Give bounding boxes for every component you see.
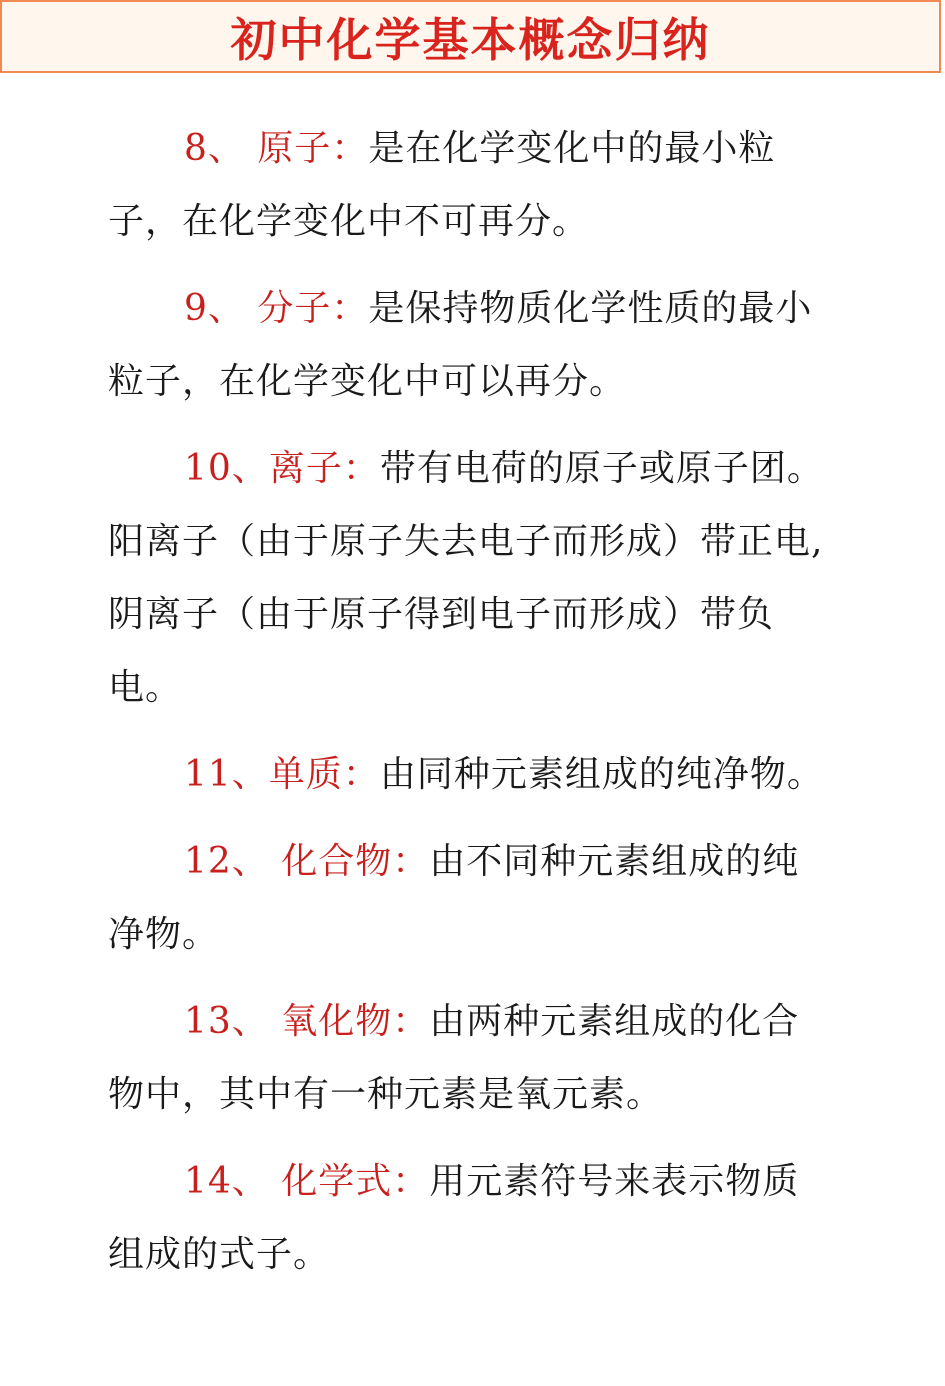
entry-number: 12、	[184, 841, 269, 882]
entry-definition: 由不同种元素组成的纯净物。	[108, 841, 800, 955]
entry-term: 分子：	[244, 288, 369, 329]
entry-definition: 是保持物质化学性质的最小粒子，在化学变化中可以再分。	[108, 288, 813, 402]
concept-entry-atom	[108, 112, 828, 258]
entry-term: 化学式：	[268, 1161, 430, 1202]
entry-number: 11、	[184, 754, 269, 795]
concept-entry-chemical-formula	[108, 1145, 828, 1291]
entry-definition: 带有电荷的原子或原子团。阳离子（由于原子失去电子而形成）带正电,阴离子（由于原子得到电子而形成）带负电。	[108, 448, 824, 708]
concept-entry-ion	[108, 432, 828, 724]
concept-entry-oxide	[108, 985, 828, 1131]
concept-entry-compound	[108, 825, 828, 971]
entry-term: 化合物：	[268, 841, 430, 882]
entry-number: 10、	[184, 448, 269, 489]
title-banner	[0, 0, 941, 73]
entry-number: 8、	[184, 128, 245, 169]
entry-number: 13、	[184, 1001, 269, 1042]
entry-definition: 是在化学变化中的最小粒子，在化学变化中不可再分。	[108, 128, 776, 242]
entry-term: 氧化物：	[268, 1001, 430, 1042]
entry-number: 9、	[184, 288, 245, 329]
concept-entry-molecule	[108, 272, 828, 418]
concept-list	[108, 112, 828, 1305]
entry-term: 原子：	[244, 128, 369, 169]
concept-entry-element-substance	[108, 738, 828, 811]
entry-definition: 由同种元素组成的纯净物。	[379, 754, 824, 795]
entry-definition: 用元素符号来表示物质组成的式子。	[108, 1161, 800, 1275]
page-title: 初中化学基本概念归纳	[230, 12, 711, 67]
entry-number: 14、	[184, 1161, 269, 1202]
entry-definition: 由两种元素组成的化合物中，其中有一种元素是氧元素。	[108, 1001, 800, 1115]
entry-term: 离子：	[268, 448, 380, 489]
entry-term: 单质：	[268, 754, 380, 795]
